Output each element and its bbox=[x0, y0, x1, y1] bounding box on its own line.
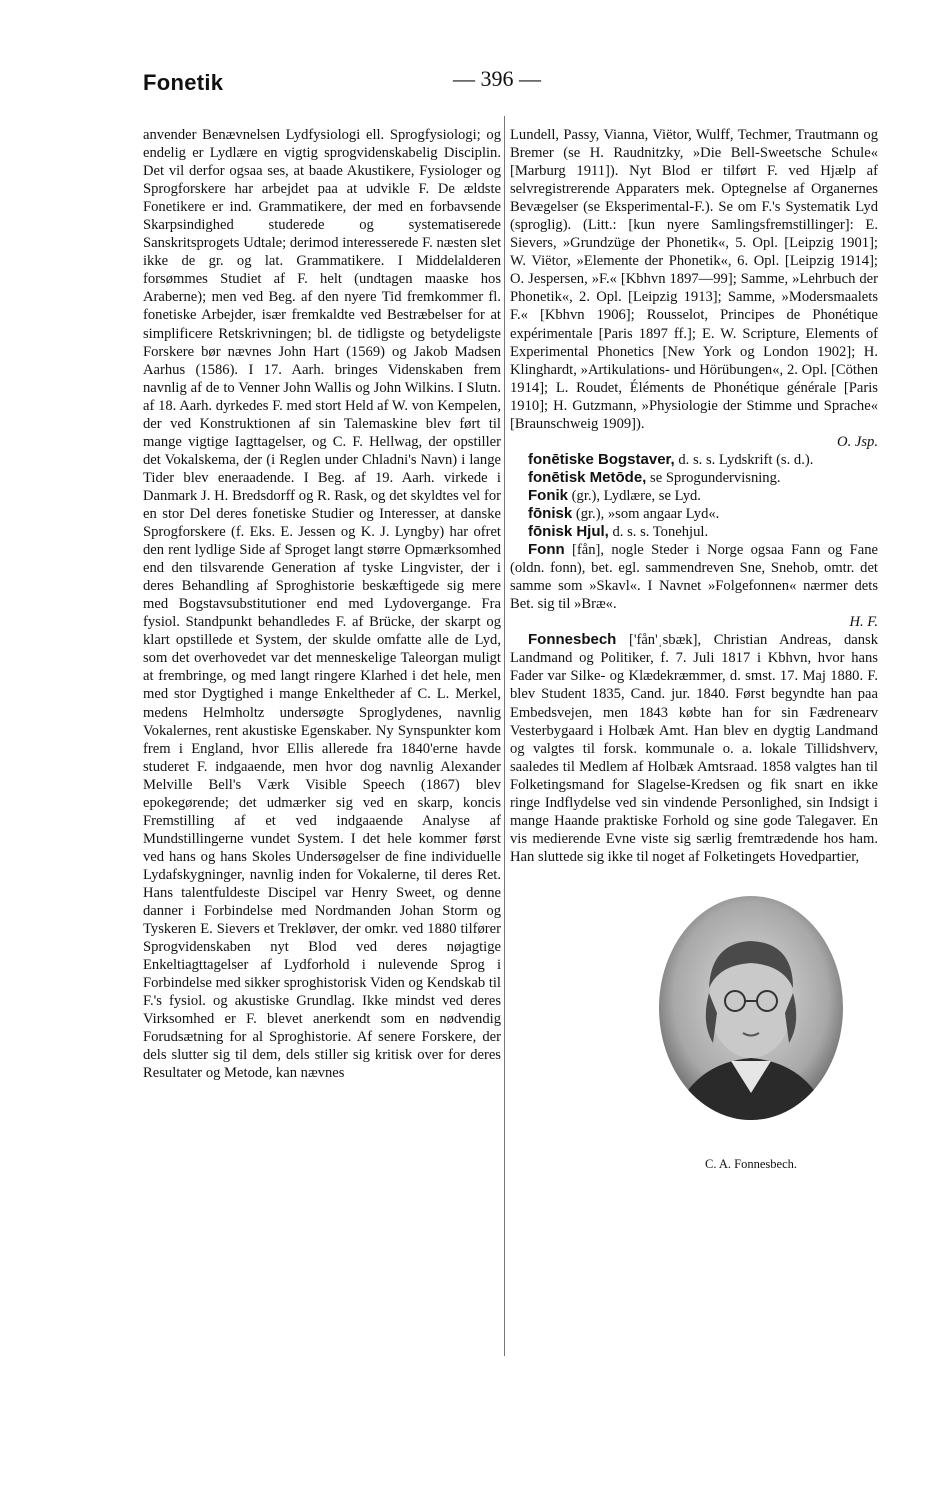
entry-text: d. s. s. Tonehjul. bbox=[612, 524, 709, 541]
portrait-image bbox=[651, 893, 851, 1123]
entry-text: (gr.), Lydlære, se Lyd. bbox=[571, 487, 701, 504]
right-column bbox=[510, 126, 878, 866]
entry-fonnesbech-intro: Christian Andreas, dansk Landmand og Politiker, f. 7. Juli 1817 i Kbhvn, hvor hans Fader var Silke- og Klædekræmmer, d. smst. 17. Maj 1880. F. blev Student 1835, Cand. jur. 1840. Først begyndte han paa Embedsvejen, men 1843 købte han for sin Fædrenearv Vesterbygaard i Holbæk Amt. Han blev en dygtig Landmand og valgtes til forsk. kommunale o. a. lokale Tillidshverv, saaledes til Medlem af Holbæk Amtsraad. 1858 valgtes han til Folketingsmand for Slagelse-Kredsen og fik snart en ikke ringe Indflydelse ved sin vindende Personlighed, sin Indsigt i mange Haande praktiske Forhold og sine gode Talegaver. En vis medierende Evne viste sig særlig fremtrædende hos ham. Han sluttede sig ikke til noget af Folketingets Hovedpartier, bbox=[510, 632, 879, 865]
entry-head: fonētisk Metōde, bbox=[528, 468, 647, 486]
portrait-caption: C. A. Fonnesbech. bbox=[704, 1157, 797, 1171]
continuation-signature: O. Jsp. bbox=[837, 433, 878, 450]
entry-fonisk bbox=[510, 505, 878, 523]
entry-fonn bbox=[510, 541, 878, 613]
entry-text: se Sprogundervisning. bbox=[650, 469, 781, 486]
entry-fonetiske-bogstaver bbox=[510, 451, 878, 469]
entry-fonisk-hjul bbox=[510, 523, 878, 541]
entry-head: fōnisk bbox=[528, 504, 573, 522]
entry-head: fonētiske Bogstaver, bbox=[528, 450, 675, 468]
entry-head: Fonik bbox=[528, 486, 568, 504]
entry-fonik bbox=[510, 487, 878, 505]
left-column-text: anvender Benævnelsen Lydfysiologi ell. Sprogfysiologi; og endelig er Lydlære en vigtig sprogvidenskabelig Disciplin. Det vil derfor ogsaa ses, at baade Akustikere, Fysiologer og Sprogforskere har arbejdet paa at udvikle F. De ældste Fonetikere er ind. Grammatikere, der med en forbavsende Skarpsindighed studerede og systematiserede Sanskritsprogets Udtale; derimod interesserede F. næsten slet ikke de gr. og lat. Grammatikere. I Middelalderen forsømmes Studiet af F. helt (undtagen maaske hos Araberne); men ved Beg. af den nyere Tid fremkommer fl. fonetiske Arbejder, især fremkaldte ved Bestræbelser for at simplificere Retskrivningen; bl. de tidligste og betydeligste Forskere bør nævnes John Hart (1569) og Jakob Madsen Aarhus (1586). I 17. Aarh. bringes Videnskaben frem navnlig af de to Venner John Wallis og John Wilkins. I Slutn. af 18. Aarh. dyrkedes F. med stort Held af W. von Kempelen, der ved Konstruktionen af sin Talemaskine blev ført til mange vigtige Iagttagelser, og C. F. Hellwag, der opstiller det Vokalskema, der (i Reglen under Chladni's Navn) i lange Tider blev eneraadende. I Beg. af 19. Aarh. virkede i Danmark J. H. Bredsdorff og R. Rask, og det skyldtes vel for en stor Del deres fonetiske Studier og Interesser, at danske Sprogforskere (f. Eks. E. Jessen og K. J. Lyngby) har ofret den rent lydlige Side af Sproget langt større Opmærksomhed end den tilsvarende Generation af tyske Lingvister, der i deres Behandling af Sproghistorie beskæftigede sig mere med Bogstavsubstitutioner end med Lydovergange. Fra fysiol. Standpunkt behandledes F. af Brücke, der skarpt og klart opstillede et System, der skulde omfatte alle de Lyd, som det overhovedet var det menneskelige Taleorgan muligt at frembringe, og med langt ringere Klarhed i det hele, men med stor Dygtighed i mange Enkeltheder af C. L. Merkel, medens Helmholtz undersøgte Sproglydenes, navnlig Vokalernes, rent akustiske Egenskaber. Ny Synspunkter kom frem i England, hvor Ellis allerede fra 1840'erne havde studeret F. indgaaende, men hvor dog navnlig Alexander Melville Bell's Værk Visible Speech (1867) blev epokegørende; det udmærker sig ved en skarp, koncis Fremstilling af et ved indgaaende Analyse af Mundstillingerne vundet System. I det hele kommer først ved hans og hans Skoles Undersøgelser de fine individuelle Lydafskygninger, navnlig inden for Vokalerne, til deres Ret. Hans talentfuldeste Discipel var Henry Sweet, og denne danner i Forbindelse med Nordmanden Johan Storm og Tyskeren E. Sievers et Trekløver, der omkr. ved 1880 tilfører Sprogvidenskaben nyt Blod ved deres nøjagtige Enkeltiagttagelser af Lydforhold i nulevende Sprog i Forbindelse med sikker sproghistorisk Viden og Kendskab til F.'s fysiol. og akustiske Grundlag. Ikke mindst ved deres Virksomhed er F. blevet anerkendt som en nødvendig Forudsætning for al Sproghistorie. Af senere Forskere, der dels slutter sig til dem, dels stiller sig kritisk over for deres Resultater og Metode, kan nævnes bbox=[143, 127, 501, 1082]
entry-head: fōnisk Hjul, bbox=[528, 523, 609, 541]
section-title: Fonetik bbox=[143, 70, 224, 95]
portrait-figure bbox=[651, 893, 851, 1211]
entry-text: [fån], nogle Steder i Norge ogsaa Fann og Fane (oldn. fonn), bet. egl. sammendreven Sne, Snehob, omtr. det samme som »Skavl«. I Navnet »Folgefonnen« nærmer dets Bet. sig til »Bræ«. bbox=[510, 542, 878, 613]
entry-text: (gr.), »som angaar Lyd«. bbox=[575, 505, 720, 522]
entry-head: Fonnesbech bbox=[528, 631, 617, 649]
entry-fonetisk-metode bbox=[510, 469, 878, 487]
continuation-text: Lundell, Passy, Vianna, Viëtor, Wulff, Techmer, Trautmann og Bremer (se H. Raudnitzky, »Die Bell-Sweetsche Schule« [Marburg 1911]). Nyt Blod er tilført F. ved Hjælp af selvregistrerende Apparaters mek. Optegnelse af Organernes Bevægelser (se Eksperimental-F.). Se om F.'s Systematik Lyd (sproglig). (Litt.: [kun nyere Samlingsfremstillinger]: E. Sievers, »Grundzüge der Phonetik«, 5. Opl. [Leipzig 1901]; W. Viëtor, »Elemente der Phonetik«, 6. Opl. [Leipzig 1914]; O. Jespersen, »F.« [Kbhvn 1897—99]; Samme, »Lehrbuch der Phonetik«, 2. Opl. [Leipzig 1913]; Samme, »Modersmaalets F.« [Kbhvn 1906]; Rousselot, Principes de Phonétique expérimentale [Paris 1897 ff.]; E. W. Scripture, Elements of Experimental Phonetics [New York og London 1902]; H. Klinghardt, »Artikulations- und Hörübungen«, 2. Opl. [Cöthen 1914]; L. Roudet, Éléments de Phonétique générale [Paris 1910]; H. Gutzmann, »Physiologie der Stimme und Sprache« [Braunschweig 1909]). bbox=[510, 127, 878, 432]
entry-text: d. s. s. Lydskrift (s. d.). bbox=[678, 451, 814, 468]
page-number: — 396 — bbox=[453, 66, 541, 91]
entry-head: Fonn bbox=[528, 541, 565, 559]
entry-fonnesbech bbox=[510, 631, 878, 866]
entry-pronunciation: ['fån'ˌsbæk], bbox=[628, 632, 702, 649]
column-divider bbox=[504, 116, 505, 1356]
left-column bbox=[143, 126, 501, 1082]
entry-fonn-signature: H. F. bbox=[849, 614, 878, 631]
